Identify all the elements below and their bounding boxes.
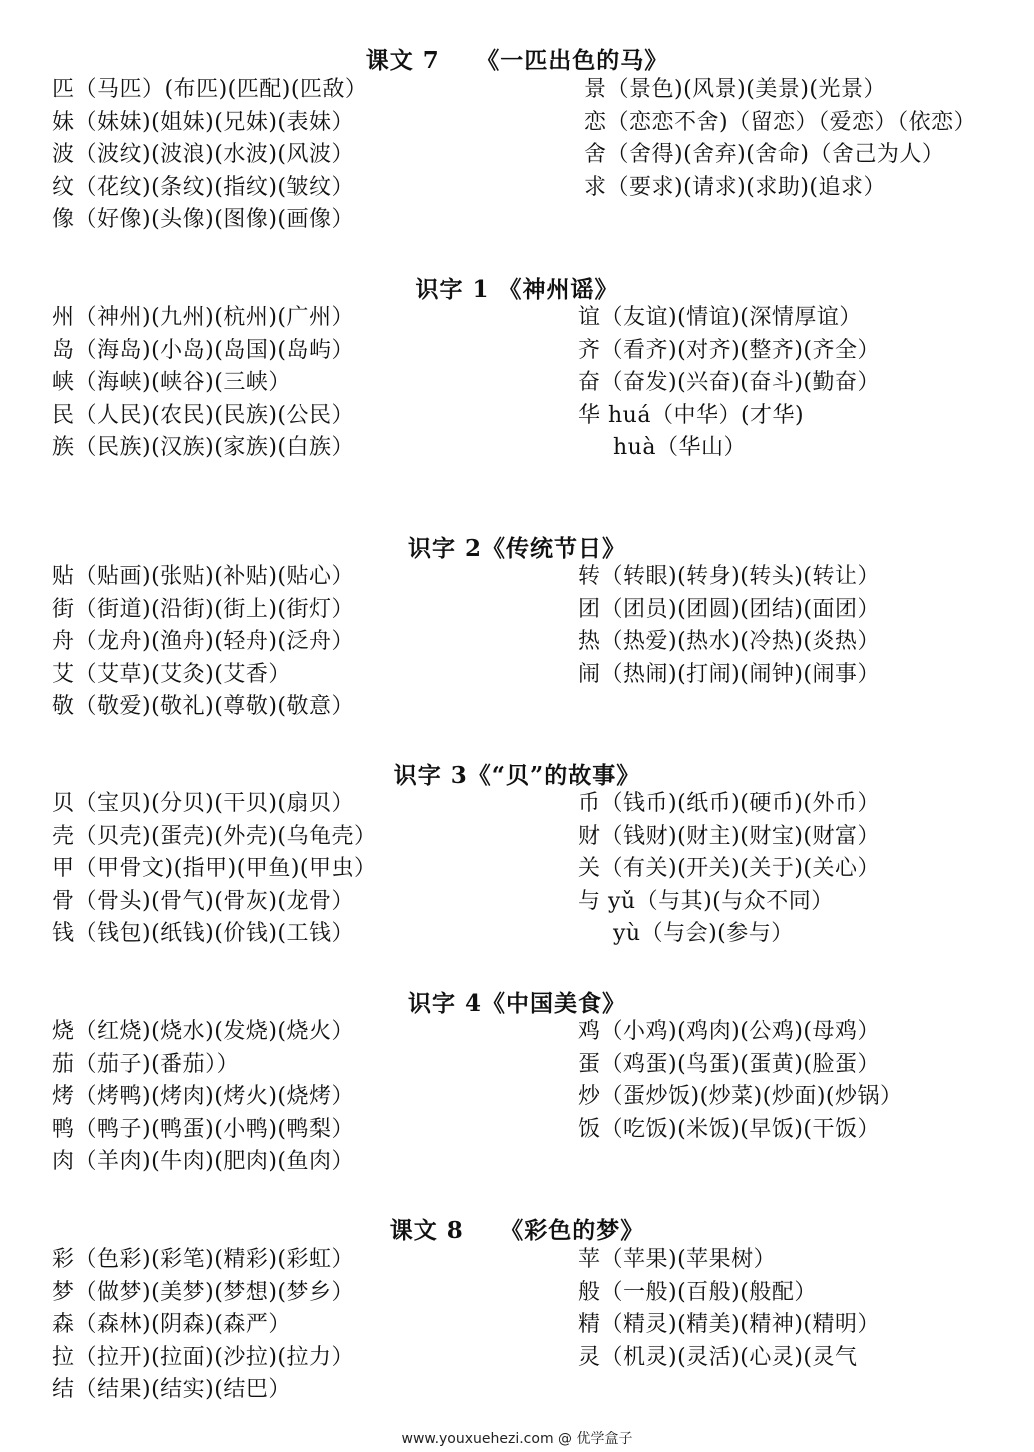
word-line: 般（一般)(百般)(般配） (578, 1279, 817, 1305)
section-title: 识字 2《传统节日》 (407, 535, 626, 562)
word-line: 炒（蛋炒饭)(炒菜)(炒面)(炒锅） (578, 1084, 903, 1109)
word-line: 币（钱币)(纸币)(硬币)(外币） (578, 791, 880, 816)
left-column (52, 1244, 354, 1407)
word-line: 森（森林)(阴森)(森严） (52, 1312, 291, 1337)
word-line: 饭（吃饭)(米饭)(早饭)(干饭） (578, 1116, 880, 1142)
left-column (52, 74, 367, 237)
word-line: 峡（海峡)(峡谷)(三峡） (52, 370, 291, 395)
word-line: 纹（花纹)(条纹)(指纹)(皱纹） (52, 174, 354, 200)
word-line: 贴（贴画)(张贴)(补贴)(贴心） (52, 564, 354, 589)
left-column (52, 302, 354, 465)
word-line: 骨（骨头)(骨气)(骨灰)(龙骨） (52, 888, 354, 914)
word-line: 彩（色彩)(彩笔)(精彩)(彩虹） (52, 1247, 354, 1272)
word-line: 茄（茄子)(番茄）） (52, 1051, 240, 1077)
word-line: 精（精灵)(精美)(精神)(精明） (578, 1312, 880, 1337)
word-line: 齐（看齐)(对齐)(整齐)(齐全） (578, 337, 880, 363)
word-line: 财（钱财)(财主)(财宝)(财富） (578, 823, 880, 849)
right-column (578, 1244, 880, 1374)
right-column (578, 302, 880, 465)
word-line: 匹（马匹）(布匹)(匹配)(匹敌） (52, 77, 368, 102)
right-column (578, 561, 880, 691)
word-line: 求（要求)(请求)(求助)(追求） (584, 174, 886, 200)
word-line: 烧（红烧)(烧水)(发烧)(烧火） (52, 1019, 354, 1044)
word-line: 拉（拉开)(拉面)(沙拉)(拉力） (52, 1344, 354, 1370)
word-line: 甲（甲骨文)(指甲)(甲鱼)(甲虫） (52, 856, 377, 881)
word-line: 波（波纹)(波浪)(水波)(风波） (52, 142, 354, 167)
word-line: 妹（妹妹)(姐妹)(兄妹)(表妹） (52, 109, 354, 135)
footer-watermark: www.youxuehezi.com @ 优学盒子 (401, 1431, 633, 1447)
word-line: 贝（宝贝)(分贝)(干贝)(扇贝） (52, 791, 354, 816)
right-column (578, 788, 880, 951)
word-line: 艾（艾草)(艾灸)(艾香） (52, 661, 291, 687)
word-line: 结（结果)(结实)(结巴） (52, 1377, 291, 1402)
word-line: 热（热爱)(热水)(冷热)(炎热） (578, 629, 880, 654)
left-column (52, 1016, 354, 1179)
section-title: 识字 3《“贝”的故事》 (393, 762, 641, 789)
left-column (52, 788, 377, 951)
word-line: 梦（做梦)(美梦)(梦想)(梦乡） (52, 1279, 354, 1305)
right-column (578, 1016, 903, 1146)
word-line: 街（街道)(沿街)(街上)(街灯） (52, 596, 354, 622)
word-line: 民（人民)(农民)(民族)(公民） (52, 402, 354, 428)
word-line: yù（与会)(参与） (598, 921, 794, 946)
word-line: 像（好像)(头像)(图像)(画像） (52, 207, 354, 232)
word-line: 华 huá（中华）(才华) (578, 402, 805, 428)
word-line: 闹（热闹)(打闹)(闹钟)(闹事） (578, 661, 880, 687)
word-line: 鸡（小鸡)(鸡肉)(公鸡)(母鸡） (578, 1019, 880, 1044)
section-title: 课文 7 《一匹出色的马》 (365, 47, 669, 74)
word-line: 奋（奋发)(兴奋)(奋斗)(勤奋） (578, 370, 880, 395)
word-line: 关（有关)(开关)(关于)(关心） (578, 856, 880, 881)
word-line: 舟（龙舟)(渔舟)(轻舟)(泛舟） (52, 629, 354, 654)
word-line: 州（神州)(九州)(杭州)(广州） (52, 305, 354, 330)
word-line: 蛋（鸡蛋)(鸟蛋)(蛋黄)(脸蛋） (578, 1051, 880, 1077)
word-line: 转（转眼)(转身)(转头)(转让） (578, 564, 880, 589)
word-line: 族（民族)(汉族)(家族)(白族） (52, 435, 354, 460)
right-column (584, 74, 976, 204)
word-line: 灵（机灵)(灵活)(心灵)(灵气 (578, 1344, 858, 1370)
word-line: 肉（羊肉)(牛肉)(肥肉)(鱼肉） (52, 1149, 354, 1174)
section-title: 课文 8 《彩色的梦》 (389, 1217, 645, 1244)
word-line: 鸭（鸭子)(鸭蛋)(小鸭)(鸭梨） (52, 1116, 354, 1142)
word-line: huà（华山） (598, 435, 746, 460)
section-title: 识字 1 《神州谣》 (415, 276, 619, 303)
word-line: 与 yǔ（与其)(与众不同） (578, 888, 834, 914)
section-title: 识字 4《中国美食》 (407, 990, 626, 1017)
word-line: 壳（贝壳)(蛋壳)(外壳)(乌龟壳） (52, 823, 377, 849)
word-line: 恋（恋恋不舍)（留恋）（爱恋）（依恋） (584, 109, 977, 135)
word-line: 舍（舍得)(舍弃)(舍命)（舍己为人） (584, 142, 945, 167)
word-line: 团（团员)(团圆)(团结)(面团） (578, 596, 880, 622)
word-line: 谊（友谊)(情谊)(深情厚谊） (578, 305, 862, 330)
word-line: 烤（烤鸭)(烤肉)(烤火)(烧烤） (52, 1084, 354, 1109)
left-column (52, 561, 354, 724)
word-line: 钱（钱包)(纸钱)(价钱)(工钱） (52, 921, 354, 946)
word-line: 苹（苹果)(苹果树） (578, 1247, 777, 1272)
word-line: 景（景色)(风景)(美景)(光景） (584, 77, 886, 102)
word-line: 敬（敬爱)(敬礼)(尊敬)(敬意） (52, 694, 354, 719)
word-line: 岛（海岛)(小岛)(岛国)(岛屿） (52, 337, 354, 363)
